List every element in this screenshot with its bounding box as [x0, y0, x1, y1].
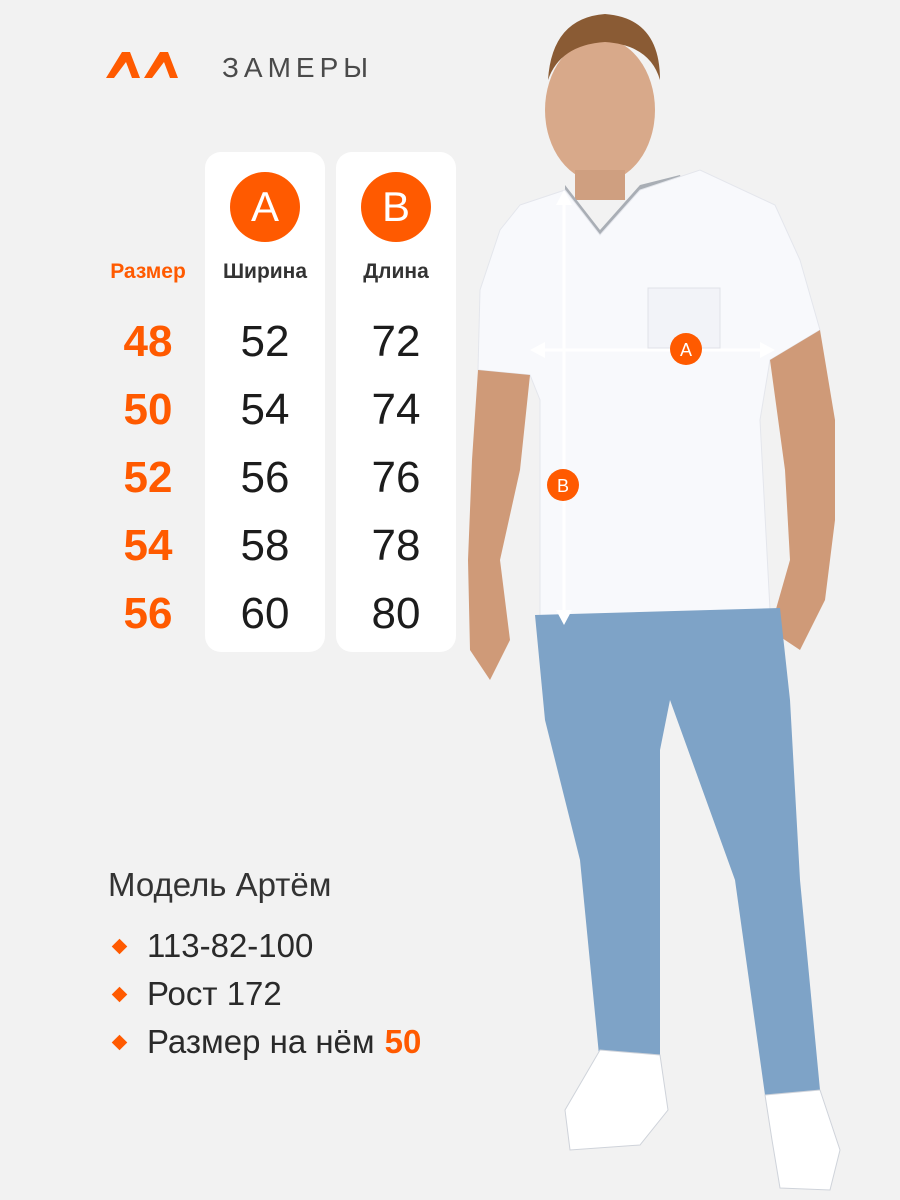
model-head — [545, 38, 655, 182]
model-size-value: 50 — [384, 1023, 422, 1060]
width-cell: 52 — [240, 317, 290, 366]
model-photo — [455, 0, 900, 1200]
size-cell: 52 — [123, 453, 173, 502]
diamond-bullet-icon — [112, 1034, 128, 1050]
brand-logo-icon — [106, 50, 186, 80]
length-cell: 72 — [371, 317, 421, 366]
list-item — [108, 1018, 421, 1066]
model-name: Модель Артём — [108, 866, 332, 903]
width-column — [195, 310, 335, 650]
list-item — [108, 970, 421, 1018]
width-cell: 56 — [240, 453, 290, 502]
width-cell: 54 — [240, 385, 290, 434]
model-left-arm — [468, 370, 530, 680]
model-measurements: 113-82-100 — [147, 927, 314, 964]
length-cell: 76 — [371, 453, 421, 502]
length-cell: 74 — [371, 385, 421, 434]
length-column — [326, 310, 466, 650]
page-title: ЗАМЕРЫ — [222, 52, 374, 83]
diamond-bullet-icon — [112, 938, 128, 954]
marker-a-label: A — [679, 340, 693, 360]
model-right-arm — [770, 330, 835, 650]
left-sneaker — [565, 1050, 668, 1150]
size-cell: 50 — [123, 385, 173, 434]
size-header: Размер — [110, 260, 186, 283]
length-cell: 78 — [371, 521, 421, 570]
polo-shirt — [478, 170, 820, 620]
model-size-label: Размер на нём — [147, 1023, 375, 1060]
model-height: Рост 172 — [147, 975, 282, 1012]
width-cell: 58 — [240, 521, 290, 570]
model-params-list — [108, 922, 421, 1066]
size-cell: 48 — [123, 317, 173, 366]
width-header: Ширина — [222, 260, 308, 283]
right-sneaker — [765, 1090, 840, 1190]
size-cell: 54 — [123, 521, 173, 570]
diamond-bullet-icon — [112, 986, 128, 1002]
model-jeans — [535, 608, 820, 1095]
list-item — [108, 922, 421, 970]
marker-b-label: B — [556, 476, 570, 496]
size-cell: 56 — [123, 589, 173, 638]
width-cell: 60 — [240, 589, 290, 638]
badge-b: B — [361, 172, 431, 242]
length-header: Длина — [363, 260, 429, 283]
badge-a: A — [230, 172, 300, 242]
length-cell: 80 — [371, 589, 421, 638]
